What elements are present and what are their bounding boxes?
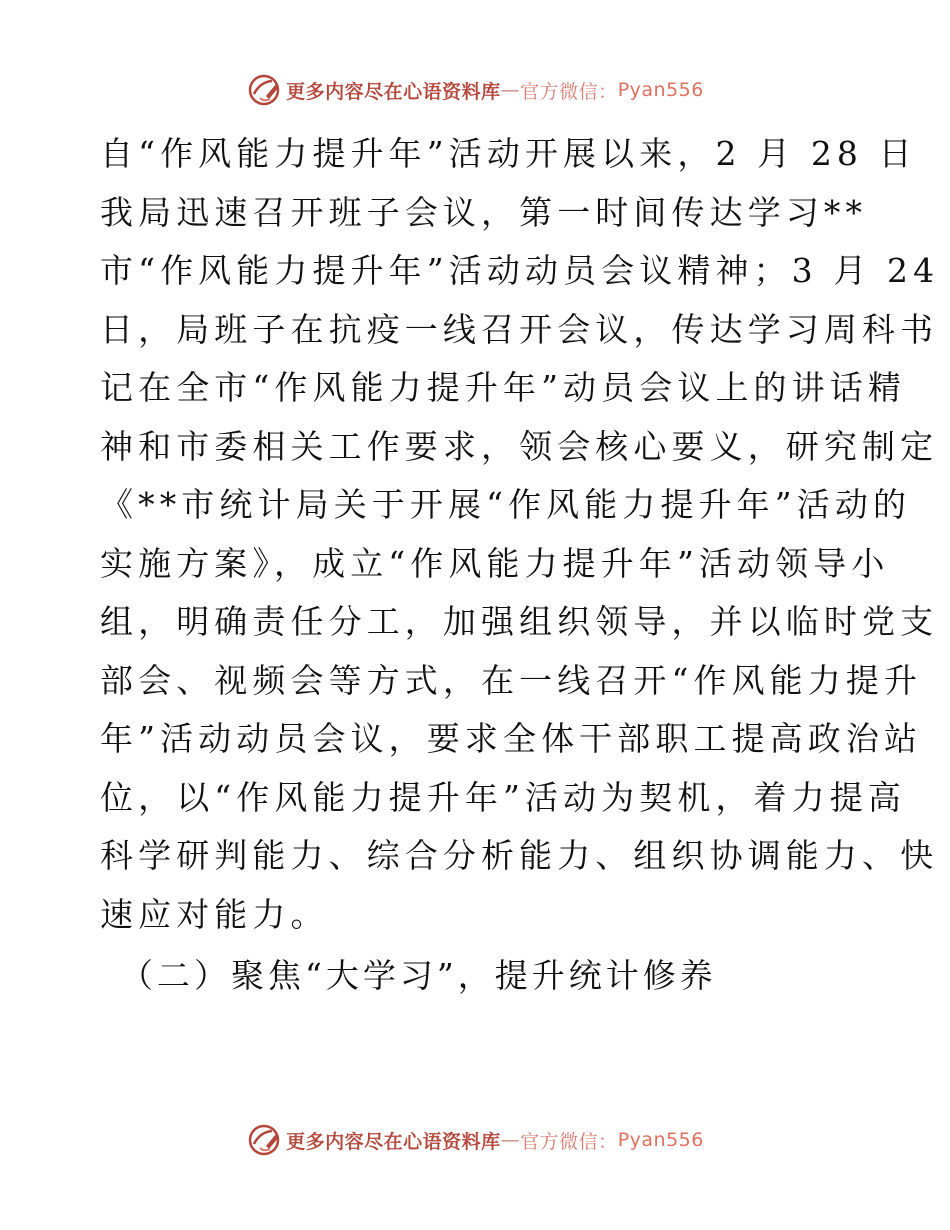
text-line: 速应对能力。: [100, 894, 329, 934]
watermark-brand: 更多内容尽在心语资料库: [286, 1130, 501, 1153]
watermark-wechat-id: Pyan556: [617, 79, 704, 101]
section-heading: （二）聚焦“大学习”，提升统计修养: [120, 956, 717, 995]
text-line: 我局迅速召开班子会议，第一时间传达学习**: [100, 192, 868, 232]
watermark-label: 官方微信：: [520, 80, 618, 103]
header-watermark: [0, 70, 950, 110]
pen-logo-icon: [246, 1122, 282, 1158]
pen-logo-icon: [246, 72, 282, 108]
text-line: 市“作风能力提升年”活动动员会议精神；3 月 24: [100, 251, 940, 290]
footer-watermark: [0, 1120, 950, 1160]
document-body: [100, 125, 940, 944]
text-line: 科学研判能力、综合分析能力、组织协调能力、快: [100, 836, 939, 875]
text-line: 《**市统计局关于开展“作风能力提升年”活动的: [100, 485, 912, 524]
text-line: 位，以“作风能力提升年”活动为契机，着力提高: [100, 777, 906, 817]
text-line: 自“作风能力提升年”活动开展以来，2 月 28 日: [100, 134, 917, 173]
text-line: 记在全市“作风能力提升年”动员会议上的讲话精: [100, 368, 906, 407]
text-line: 实施方案》，成立“作风能力提升年”活动领导小: [100, 543, 890, 583]
text-line: 日，局班子在抗疫一线召开会议，传达学习周科书: [100, 309, 939, 349]
text-line: 组，明确责任分工，加强组织领导，并以临时党支: [100, 602, 939, 641]
text-line: 年”活动动员会议，要求全体干部职工提高政治站: [100, 719, 923, 758]
watermark-separator: —: [500, 79, 521, 101]
body-paragraph: [100, 125, 940, 944]
watermark-brand: 更多内容尽在心语资料库: [286, 80, 501, 103]
watermark-separator: —: [500, 1129, 521, 1151]
text-line: 神和市委相关工作要求，领会核心要义，研究制定: [100, 426, 939, 466]
text-line: 部会、视频会等方式，在一线召开“作风能力提升: [100, 660, 923, 700]
watermark-label: 官方微信：: [520, 1130, 618, 1153]
watermark-wechat-id: Pyan556: [617, 1129, 704, 1151]
